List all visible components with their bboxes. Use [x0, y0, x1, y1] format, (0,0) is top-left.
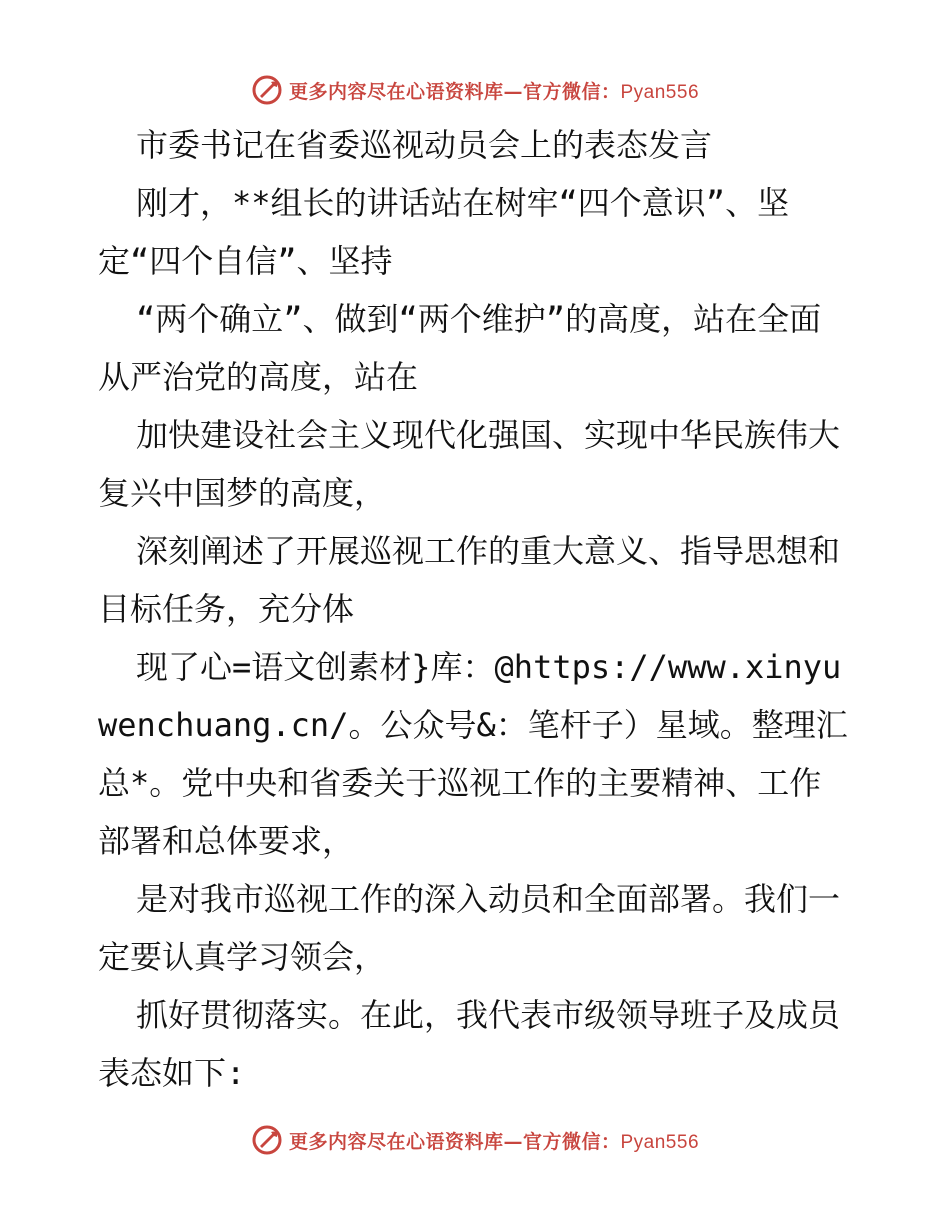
document-title: 市委书记在省委巡视动员会上的表态发言 — [136, 126, 713, 164]
paragraph: 深刻阐述了开展巡视工作的重大意义、指导思想和目标任务，充分体 — [98, 532, 841, 628]
quill-logo-icon — [251, 74, 283, 106]
footer-banner-content — [251, 1124, 699, 1156]
paragraph: 刚才，**组长的讲话站在树牢“四个意识”、坚定“四个自信”、坚持 — [98, 184, 790, 280]
quill-logo-icon — [251, 1124, 283, 1156]
paragraph: 是对我市巡视工作的深入动员和全面部署。我们一定要认真学习领会， — [98, 880, 841, 976]
header-banner — [0, 70, 950, 110]
document-body — [98, 116, 850, 1102]
footer-banner — [0, 1120, 950, 1160]
paragraph: 加快建设社会主义现代化强国、实现中华民族伟大复兴中国梦的高度， — [98, 416, 841, 512]
footer-banner-text: 更多内容尽在心语资料库—官方微信：Pyan556 — [288, 1130, 700, 1153]
paragraph: 现了心=语文创素材}库：@https://www.xinyuwenchuang.cn/。公众号&：笔杆子）星域。整理汇总*。党中央和省委关于巡视工作的主要精神、工作部署和总体要求， — [98, 648, 848, 860]
paragraph: “两个确立”、做到“两个维护”的高度，站在全面从严治党的高度，站在 — [98, 300, 822, 396]
header-banner-text: 更多内容尽在心语资料库—官方微信：Pyan556 — [288, 80, 700, 103]
paragraph: 抓好贯彻落实。在此，我代表市级领导班子及成员表态如下: — [98, 996, 841, 1092]
header-banner-content — [251, 74, 699, 106]
